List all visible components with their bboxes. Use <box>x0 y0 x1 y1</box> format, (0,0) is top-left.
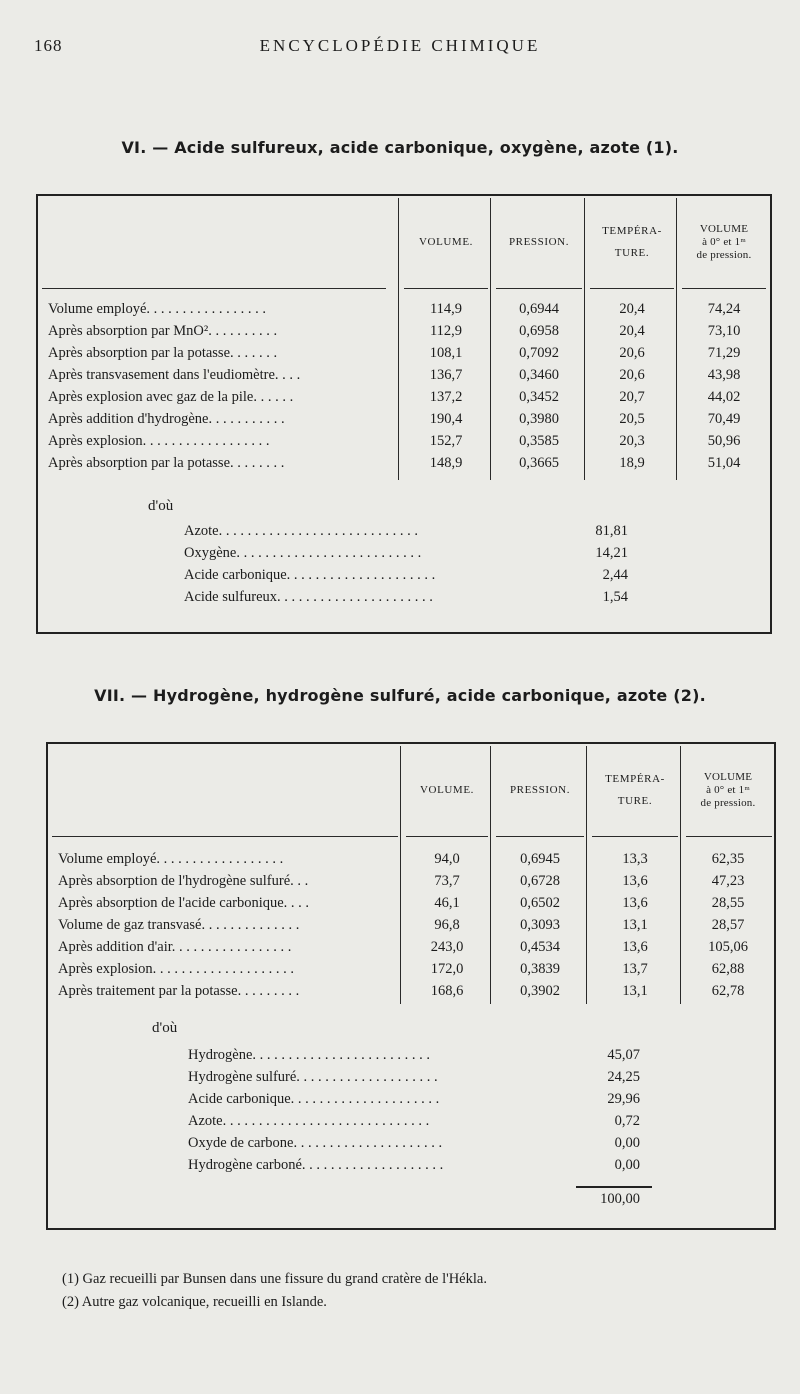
cell-pression: 0,4534 <box>520 939 560 955</box>
cell-volume: 46,1 <box>434 895 460 911</box>
table-row <box>48 958 774 980</box>
cell-temperature: 13,1 <box>622 917 648 933</box>
col-volume0-header <box>678 196 770 288</box>
table-row <box>38 452 770 474</box>
cell-volume: 168,6 <box>430 983 464 999</box>
summary-label: Hydrogène. . . . . . . . . . . . . . . . . . . . . . . . . <box>188 1047 431 1063</box>
footnote-2: (2) Autre gaz volcanique, recueilli en Islande. <box>62 1294 327 1310</box>
table-6 <box>36 194 772 634</box>
summary-value: 29,96 <box>607 1091 640 1107</box>
cell-pression: 0,3460 <box>519 367 559 383</box>
cell-volume: 243,0 <box>430 939 464 955</box>
cell-temperature: 20,4 <box>619 301 645 317</box>
cell-temperature: 20,7 <box>619 389 645 405</box>
table-row <box>38 408 770 430</box>
cell-volume: 148,9 <box>429 455 463 471</box>
header-rule <box>682 288 766 289</box>
header-rule <box>496 288 582 289</box>
row-label: Après absorption de l'hydrogène sulfuré. . . <box>58 873 309 889</box>
summary-row <box>184 564 628 586</box>
header-rule <box>404 288 488 289</box>
row-label: Après absorption par la potasse. . . . . . . <box>48 345 278 361</box>
cell-temperature: 13,1 <box>622 983 648 999</box>
table-row <box>48 914 774 936</box>
table-row <box>48 936 774 958</box>
cell-volume0: 50,96 <box>707 433 741 449</box>
summary-label: Hydrogène sulfuré. . . . . . . . . . . . . . . . . . . . <box>188 1069 438 1085</box>
header-rule <box>592 836 678 837</box>
page-header <box>0 36 800 60</box>
header-rule <box>496 836 584 837</box>
col-temperature-line1: TEMPÉRA- <box>602 225 662 237</box>
cell-pression: 0,6502 <box>520 895 560 911</box>
row-label: Après explosion. . . . . . . . . . . . . . . . . . . . <box>58 961 295 977</box>
cell-volume: 108,1 <box>429 345 463 361</box>
summary-value: 0,72 <box>614 1113 640 1129</box>
table-row <box>38 298 770 320</box>
summary-label: Acide carbonique. . . . . . . . . . . . . . . . . . . . . <box>184 567 436 583</box>
cell-pression: 0,7092 <box>519 345 559 361</box>
summary-value: 14,21 <box>595 545 628 561</box>
summary-value: 1,54 <box>602 589 628 605</box>
col-volume0-line2: à 0° et 1ᵐ <box>706 783 750 796</box>
cell-temperature: 20,5 <box>619 411 645 427</box>
footnote-1: (1) Gaz recueilli par Bunsen dans une fissure du grand cratère de l'Hékla. <box>62 1271 487 1287</box>
row-label: Après absorption par la potasse. . . . . . . . <box>48 455 285 471</box>
page-number: 168 <box>34 36 63 55</box>
row-label: Après transvasement dans l'eudiomètre. . . . <box>48 367 301 383</box>
summary-label: Hydrogène carboné. . . . . . . . . . . . . . . . . . . . <box>188 1157 444 1173</box>
cell-volume: 136,7 <box>429 367 463 383</box>
cell-volume: 190,4 <box>429 411 463 427</box>
col-volume0-line2: à 0° et 1ᵐ <box>702 235 746 248</box>
cell-volume0: 51,04 <box>707 455 741 471</box>
dou-label: d'où <box>148 498 174 514</box>
cell-volume: 73,7 <box>434 873 460 889</box>
header-rule <box>42 288 386 289</box>
cell-temperature: 18,9 <box>619 455 645 471</box>
cell-volume0: 62,88 <box>711 961 745 977</box>
col-volume-header: VOLUME. <box>419 784 474 796</box>
table-row <box>38 342 770 364</box>
row-label: Volume employé. . . . . . . . . . . . . . . . . . <box>58 851 284 867</box>
cell-pression: 0,6958 <box>519 323 559 339</box>
row-label: Après explosion. . . . . . . . . . . . . . . . . . <box>48 433 270 449</box>
row-label: Après absorption par MnO². . . . . . . . . . <box>48 323 278 339</box>
summary-label: Oxygène. . . . . . . . . . . . . . . . . . . . . . . . . . <box>184 545 422 561</box>
cell-volume0: 105,06 <box>708 939 748 955</box>
col-pression-header: PRESSION. <box>508 236 570 248</box>
row-label: Volume de gaz transvasé. . . . . . . . . . . . . . <box>58 917 300 933</box>
cell-volume0: 70,49 <box>707 411 741 427</box>
row-label: Après addition d'hydrogène. . . . . . . . . . . <box>48 411 285 427</box>
row-label: Après traitement par la potasse. . . . . . . . . <box>58 983 300 999</box>
summary-value: 45,07 <box>607 1047 640 1063</box>
table-row <box>38 430 770 452</box>
summary-row <box>188 1132 640 1154</box>
col-volume-header: VOLUME. <box>418 236 473 248</box>
dou-label: d'où <box>152 1020 178 1036</box>
running-title: ENCYCLOPÉDIE CHIMIQUE <box>259 36 541 55</box>
col-volume0-line1: VOLUME <box>703 770 753 783</box>
header-rule <box>590 288 674 289</box>
table-row <box>48 848 774 870</box>
summary-value: 81,81 <box>595 523 628 539</box>
cell-volume0: 74,24 <box>707 301 741 317</box>
col-temperature-line2: TURE. <box>614 247 650 259</box>
section-6-title: VI. — Acide sulfureux, acide carbonique, oxygène, azote (1). <box>121 138 679 157</box>
col-volume0-line1: VOLUME <box>699 222 749 235</box>
cell-volume: 152,7 <box>429 433 463 449</box>
col-pression-header: PRESSION. <box>509 784 571 796</box>
col-temperature-line2: TURE. <box>617 795 653 807</box>
table-row <box>38 364 770 386</box>
total-value: 100,00 <box>600 1191 640 1207</box>
summary-row <box>184 542 628 564</box>
col-volume0-line3: de pression. <box>700 796 756 809</box>
section-7-title: VII. — Hydrogène, hydrogène sulfuré, acide carbonique, azote (2). <box>94 686 706 705</box>
col-volume0-line3: de pression. <box>696 248 752 261</box>
cell-volume: 96,8 <box>434 917 460 933</box>
cell-volume0: 28,57 <box>711 917 745 933</box>
summary-value: 24,25 <box>607 1069 640 1085</box>
table-7 <box>46 742 776 1230</box>
table-row <box>48 870 774 892</box>
cell-volume0: 62,78 <box>711 983 745 999</box>
cell-volume: 137,2 <box>429 389 463 405</box>
cell-temperature: 20,4 <box>619 323 645 339</box>
summary-row <box>188 1066 640 1088</box>
cell-volume0: 47,23 <box>711 873 745 889</box>
cell-volume0: 73,10 <box>707 323 741 339</box>
summary-label: Acide carbonique. . . . . . . . . . . . . . . . . . . . . <box>188 1091 440 1107</box>
summary-row <box>188 1044 640 1066</box>
col-temperature-header <box>588 744 682 836</box>
cell-temperature: 13,6 <box>622 895 648 911</box>
cell-pression: 0,3980 <box>519 411 559 427</box>
cell-temperature: 13,3 <box>622 851 648 867</box>
cell-pression: 0,6944 <box>519 301 559 317</box>
cell-pression: 0,3902 <box>520 983 560 999</box>
summary-row <box>184 586 628 608</box>
col-volume0-header <box>682 744 774 836</box>
cell-pression: 0,6728 <box>520 873 560 889</box>
cell-pression: 0,3452 <box>519 389 559 405</box>
cell-volume0: 44,02 <box>707 389 741 405</box>
summary-label: Azote. . . . . . . . . . . . . . . . . . . . . . . . . . . . . <box>188 1113 430 1129</box>
header-rule <box>406 836 488 837</box>
summary-value: 0,00 <box>614 1135 640 1151</box>
summary-row <box>188 1110 640 1132</box>
cell-temperature: 20,6 <box>619 345 645 361</box>
summary-label: Acide sulfureux. . . . . . . . . . . . . . . . . . . . . . <box>184 589 433 605</box>
cell-temperature: 20,6 <box>619 367 645 383</box>
cell-volume: 114,9 <box>429 301 463 317</box>
table-row <box>48 980 774 1002</box>
cell-volume0: 28,55 <box>711 895 745 911</box>
cell-temperature: 13,7 <box>622 961 648 977</box>
cell-volume: 172,0 <box>430 961 464 977</box>
cell-temperature: 13,6 <box>622 939 648 955</box>
cell-pression: 0,3093 <box>520 917 560 933</box>
summary-value: 2,44 <box>602 567 628 583</box>
table-row <box>38 320 770 342</box>
summary-label: Azote. . . . . . . . . . . . . . . . . . . . . . . . . . . . <box>184 523 418 539</box>
cell-temperature: 13,6 <box>622 873 648 889</box>
cell-volume0: 62,35 <box>711 851 745 867</box>
summary-label: Oxyde de carbone. . . . . . . . . . . . . . . . . . . . . <box>188 1135 443 1151</box>
header-rule <box>686 836 772 837</box>
row-label: Après explosion avec gaz de la pile. . . . . . <box>48 389 294 405</box>
cell-volume0: 71,29 <box>707 345 741 361</box>
row-label: Après addition d'air. . . . . . . . . . . . . . . . . <box>58 939 292 955</box>
table-row <box>48 892 774 914</box>
cell-pression: 0,3585 <box>519 433 559 449</box>
cell-volume: 112,9 <box>429 323 463 339</box>
cell-pression: 0,3839 <box>520 961 560 977</box>
cell-pression: 0,6945 <box>520 851 560 867</box>
table-row <box>38 386 770 408</box>
cell-temperature: 20,3 <box>619 433 645 449</box>
row-label: Volume employé. . . . . . . . . . . . . . . . . <box>48 301 267 317</box>
cell-volume: 94,0 <box>434 851 460 867</box>
total-row <box>188 1188 640 1210</box>
header-rule <box>52 836 398 837</box>
col-temperature-header <box>586 196 678 288</box>
col-temperature-line1: TEMPÉRA- <box>605 773 665 785</box>
cell-volume0: 43,98 <box>707 367 741 383</box>
row-label: Après absorption de l'acide carbonique. . . . <box>58 895 310 911</box>
summary-row <box>188 1088 640 1110</box>
summary-row <box>184 520 628 542</box>
summary-value: 0,00 <box>614 1157 640 1173</box>
summary-row <box>188 1154 640 1176</box>
cell-pression: 0,3665 <box>519 455 559 471</box>
